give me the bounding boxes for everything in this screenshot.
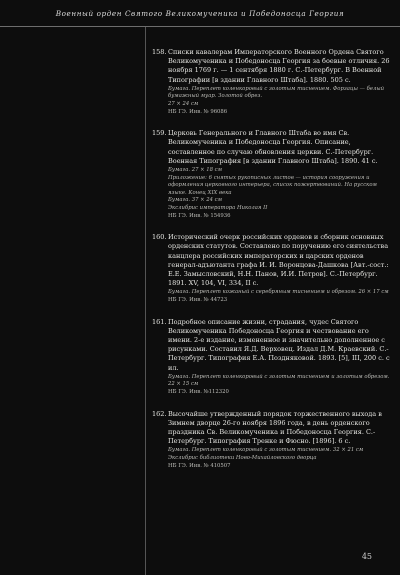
page-number: 45 bbox=[361, 552, 372, 561]
catalog-entry bbox=[152, 318, 390, 397]
entry-dimensions: 27 × 24 см bbox=[168, 101, 199, 107]
entry-inventory: НБ ГЭ. Инв. № 154936 bbox=[168, 212, 231, 219]
running-title: Военный орден Святого Великомученика и Победоносца Георгия bbox=[55, 8, 345, 18]
running-header bbox=[0, 0, 400, 27]
entry-number: 161. bbox=[152, 317, 167, 326]
entry-note: Бумага. 37 × 24 см bbox=[168, 197, 223, 204]
entry-exlibris: Экслибрис библиотеки Ново-Михайловского дворца bbox=[168, 454, 317, 461]
entry-note: Бумага. Переплет коленкоровый с золотым тиснением. Форзацы — белый бумажный муар. Золотой обрез. bbox=[168, 85, 385, 100]
entry-note: Бумага. Переплет коленкоровый с золотым тиснением и золотым обрезом. 22 × 15 см bbox=[168, 373, 390, 388]
entry-inventory: НБ ГЭ. Инв. № 410507 bbox=[168, 462, 231, 469]
entry-title: Подробное описание жизни, страдания, чудес Святого Великомученика Победоносца Георгия и чествование его имени. 2-е издание, измененное и значительно дополненное с рисунками. Составил Я.Д. Верховец. Издал Д.М. Краевский. С.-Петербург. Типография Е.А. Поздняковой. 1893. [5], III, 200 с. с ил. bbox=[168, 317, 390, 372]
entry-number: 160. bbox=[152, 233, 167, 242]
column-divider bbox=[145, 27, 146, 575]
entry-title: Высочайше утвержденный порядок торжественного выхода в Зимнем дворце 26-го ноября 1896 года, в день орденского праздника Св. Великомученика и Победоносца Георгия. С.-Петербург. Типография Тренке и Фюсно. [1896]. 6 с. bbox=[168, 409, 382, 446]
entry-appendix: Приложение: 6 снятых рукописных листов — история сооружения и оформления церковного интерьера, список пожертвований. На русском языке. Конец XIX века bbox=[168, 174, 377, 196]
catalog-entry bbox=[152, 233, 390, 304]
entry-inventory: НБ ГЭ. Инв. № 44723 bbox=[168, 296, 228, 303]
catalog-entries bbox=[152, 48, 390, 483]
entry-title: Исторический очерк российских орденов и сборник основных орденских статутов. Составлено по поручению его сиятельства канцлера российских императорских и царских орденов генерал-адъютанта графа И. И. Воронцова-Дашкова [Авт.-сост.: Е.Е. Замысловский, Н.Н. Панов, И.И. Петров]. С.-Петербург. 1891. XV, 104, VI, 334, II с. bbox=[168, 233, 389, 288]
catalog-entry bbox=[152, 129, 390, 220]
entry-title: Церковь Генерального и Главного Штаба во имя Св. Великомученика и Победоносца Георгия. Описание, составленное по случаю обновления церкви. С.-Петербург. Военная Типография [в здании Главного Штаба]. 1890. 41 с. bbox=[168, 129, 378, 165]
entry-exlibris: Экслибрис императора Николая II bbox=[168, 204, 268, 211]
entry-number: 159. bbox=[152, 129, 167, 138]
entry-note: Бумага. Переплет коленкоровый с золотым тиснением. 32 × 21 см bbox=[168, 447, 364, 454]
entry-number: 162. bbox=[152, 409, 167, 418]
entry-number: 158. bbox=[152, 48, 167, 56]
entry-title: Списки кавалерам Императорского Военного Ордена Святого Великомученика и Победоносца Георгия за боевые отличия. 26 ноября 1769 г. — 1 сентября 1880 г. С.-Петербург. В Военной Типографии [в здании Главного Штаба]. 1880. 505 с. bbox=[168, 48, 390, 84]
entry-note: Бумага. 27 × 18 см bbox=[168, 167, 223, 173]
catalog-entry bbox=[152, 410, 390, 471]
entry-inventory: НБ ГЭ. Инв. № 96086 bbox=[168, 108, 228, 115]
entry-note: Бумага. Переплет кожаный с серебряным тиснением и обрезом. 26 × 17 см bbox=[168, 289, 389, 296]
catalog-entry bbox=[152, 48, 390, 116]
entry-inventory: НБ ГЭ. Инв. №112320 bbox=[168, 388, 229, 395]
